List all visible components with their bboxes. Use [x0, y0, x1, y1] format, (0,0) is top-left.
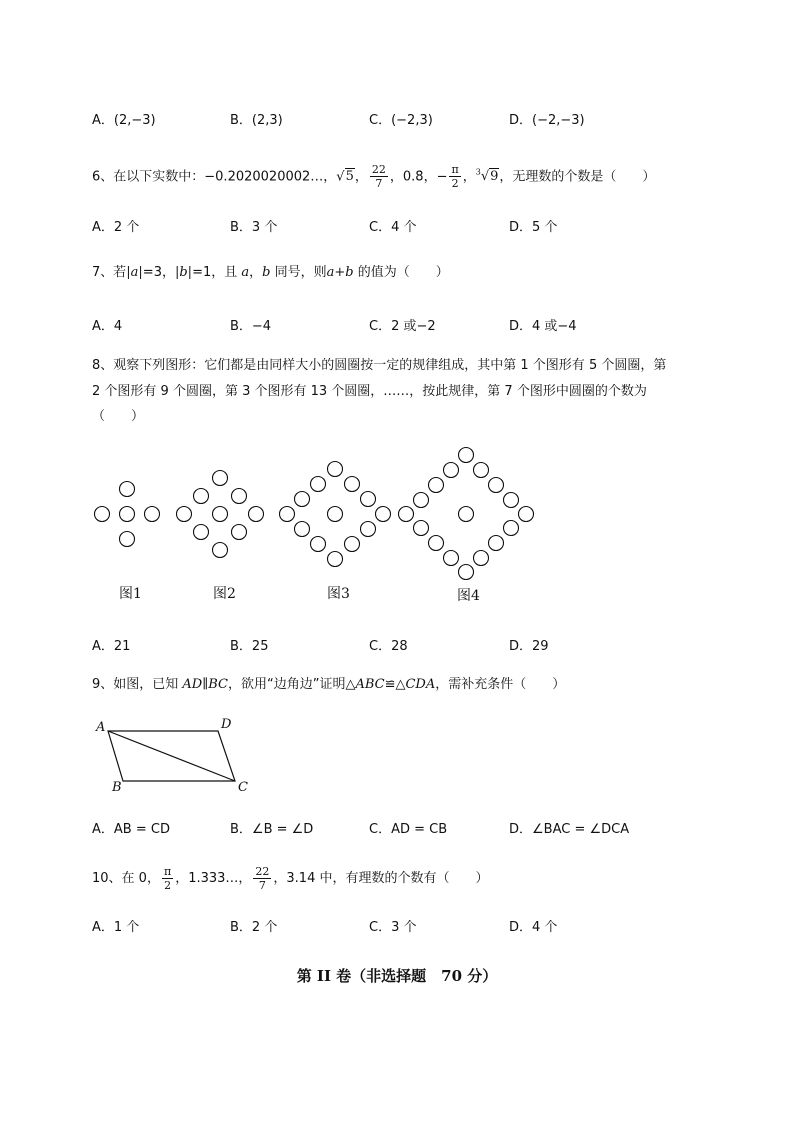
q6-option-c: C．4 个 [369, 220, 417, 235]
cube-root-radicand: 9 [490, 169, 499, 185]
vertex-label-d: D [221, 717, 232, 732]
q6-minus: − [436, 169, 448, 185]
q6-suffix: ，无理数的个数是（ ） [499, 169, 656, 185]
q7-text-2: =3， [142, 265, 175, 280]
q8-line-3: （ ） [92, 409, 145, 424]
q9-text-1: 9、如图，已知 [92, 677, 183, 692]
q6-frac2-num: π [451, 163, 459, 177]
q9-text-2: ，欲用“边角边”证明△ [227, 677, 356, 692]
q7-abs-a: |a| [126, 265, 143, 280]
figure-3-label: 图3 [327, 586, 350, 602]
cube-root-9: $^3$√9 [475, 168, 499, 185]
q6-repeat-decimal: 0.8̇， [402, 169, 437, 185]
q7-option-c: C．2 或−2 [369, 319, 436, 334]
q10-option-a: A．1 个 [92, 920, 140, 935]
q10-option-b: B．2 个 [230, 920, 278, 935]
q7-text-1: 7、若 [92, 265, 127, 280]
q7-var-b: b [262, 265, 271, 280]
figure-1-label: 图1 [119, 586, 142, 602]
q10-mid: ，1.333…， [175, 871, 252, 886]
q9-condition: AD∥BC [182, 677, 228, 692]
section-title: 第 II 卷（非选择题 70 分） [296, 967, 498, 985]
figure-2-label: 图2 [213, 586, 236, 602]
q8-option-c: C．28 [369, 639, 408, 654]
q10-frac2-num: 22 [255, 865, 270, 878]
q7-expr: a+b [326, 265, 354, 280]
q10-suffix: ，3.14 中，有理数的个数有（ ） [273, 871, 489, 886]
q6-option-b: B．3 个 [230, 220, 278, 235]
q7-option-a: A．4 [92, 319, 123, 334]
q7-text-5: 同号，则 [270, 265, 327, 280]
q10-frac2-den: 7 [258, 879, 266, 892]
q9-text-3: ，需补充条件（ ） [435, 677, 566, 692]
q9-option-b: B．∠B = ∠D [230, 822, 314, 837]
q6-frac1-den: 7 [375, 177, 383, 191]
q5-option-a: A．(2,−3) [92, 113, 156, 128]
q5-option-b: B．(2,3) [230, 113, 283, 128]
q7-text-3: =1，且 [192, 265, 242, 280]
q8-line-1: 8、观察下列图形：它们都是由同样大小的圆圈按一定的规律组成，其中第 1 个图形有 5 个圆圈，第 [92, 358, 667, 373]
q6-question: 6、在以下实数中：−0.2020020002…，√5， $\frac{22}{7}$ ，0.8̇，− $\frac{\pi}{2}$ ，$^3$√9，无理数的个数是（ ） [92, 163, 656, 191]
q5-option-d: D．(−2,−3) [509, 113, 585, 128]
q10-option-d: D．4 个 [509, 920, 558, 935]
q9-option-c: C．AD = CB [369, 822, 448, 837]
q10-frac1-num: π [163, 865, 172, 878]
q6-frac2-den: 2 [451, 177, 459, 191]
sqrt5-radicand: 5 [345, 169, 354, 185]
q6-option-a: A．2 个 [92, 220, 140, 235]
q7-text-6: 的值为（ ） [353, 265, 449, 280]
q7-option-d: D．4 或−4 [509, 319, 577, 334]
cube-root-index: 3 [475, 168, 481, 177]
q10-fraction-22-7 [253, 865, 271, 892]
q10-question [92, 865, 488, 892]
q8-option-d: D．29 [509, 639, 549, 654]
q7-abs-b: |b| [174, 265, 193, 280]
q6-frac1-num: 22 [371, 163, 386, 177]
q8-option-b: B．25 [230, 639, 269, 654]
q10-fraction-pi-2 [162, 865, 173, 892]
vertex-label-a: A [96, 720, 106, 735]
q9-option-a: A．AB = CD [92, 822, 170, 837]
q10-prefix: 10、在 0， [92, 871, 160, 886]
q8-option-a: A．21 [92, 639, 131, 654]
q10-frac1-den: 2 [164, 879, 172, 892]
q7-text-4: ， [249, 265, 263, 280]
figure-4-label: 图4 [457, 588, 480, 604]
q9-option-d: D．∠BAC = ∠DCA [509, 822, 630, 837]
q8-line-2: 2 个图形有 9 个圆圈，第 3 个图形有 13 个圆圈，……，按此规律，第 7 个图形中圆圈的个数为 [92, 384, 647, 399]
q9-triangle-2: CDA [405, 677, 436, 692]
q9-congruent: ≌△ [384, 677, 406, 692]
q7-option-b: B．−4 [230, 319, 272, 334]
vertex-label-c: C [238, 780, 248, 795]
q10-option-c: C．3 个 [369, 920, 417, 935]
q9-triangle-1: ABC [355, 677, 385, 692]
vertex-label-b: B [112, 780, 122, 795]
sqrt5: √5 [336, 169, 354, 185]
diagonal-ac [108, 731, 235, 781]
q5-option-c: C．(−2,3) [369, 113, 433, 128]
q6-prefix: 6、在以下实数中：−0.2020020002…， [92, 169, 337, 185]
q6-option-d: D．5 个 [509, 220, 558, 235]
q7-var-a: a [241, 265, 250, 280]
